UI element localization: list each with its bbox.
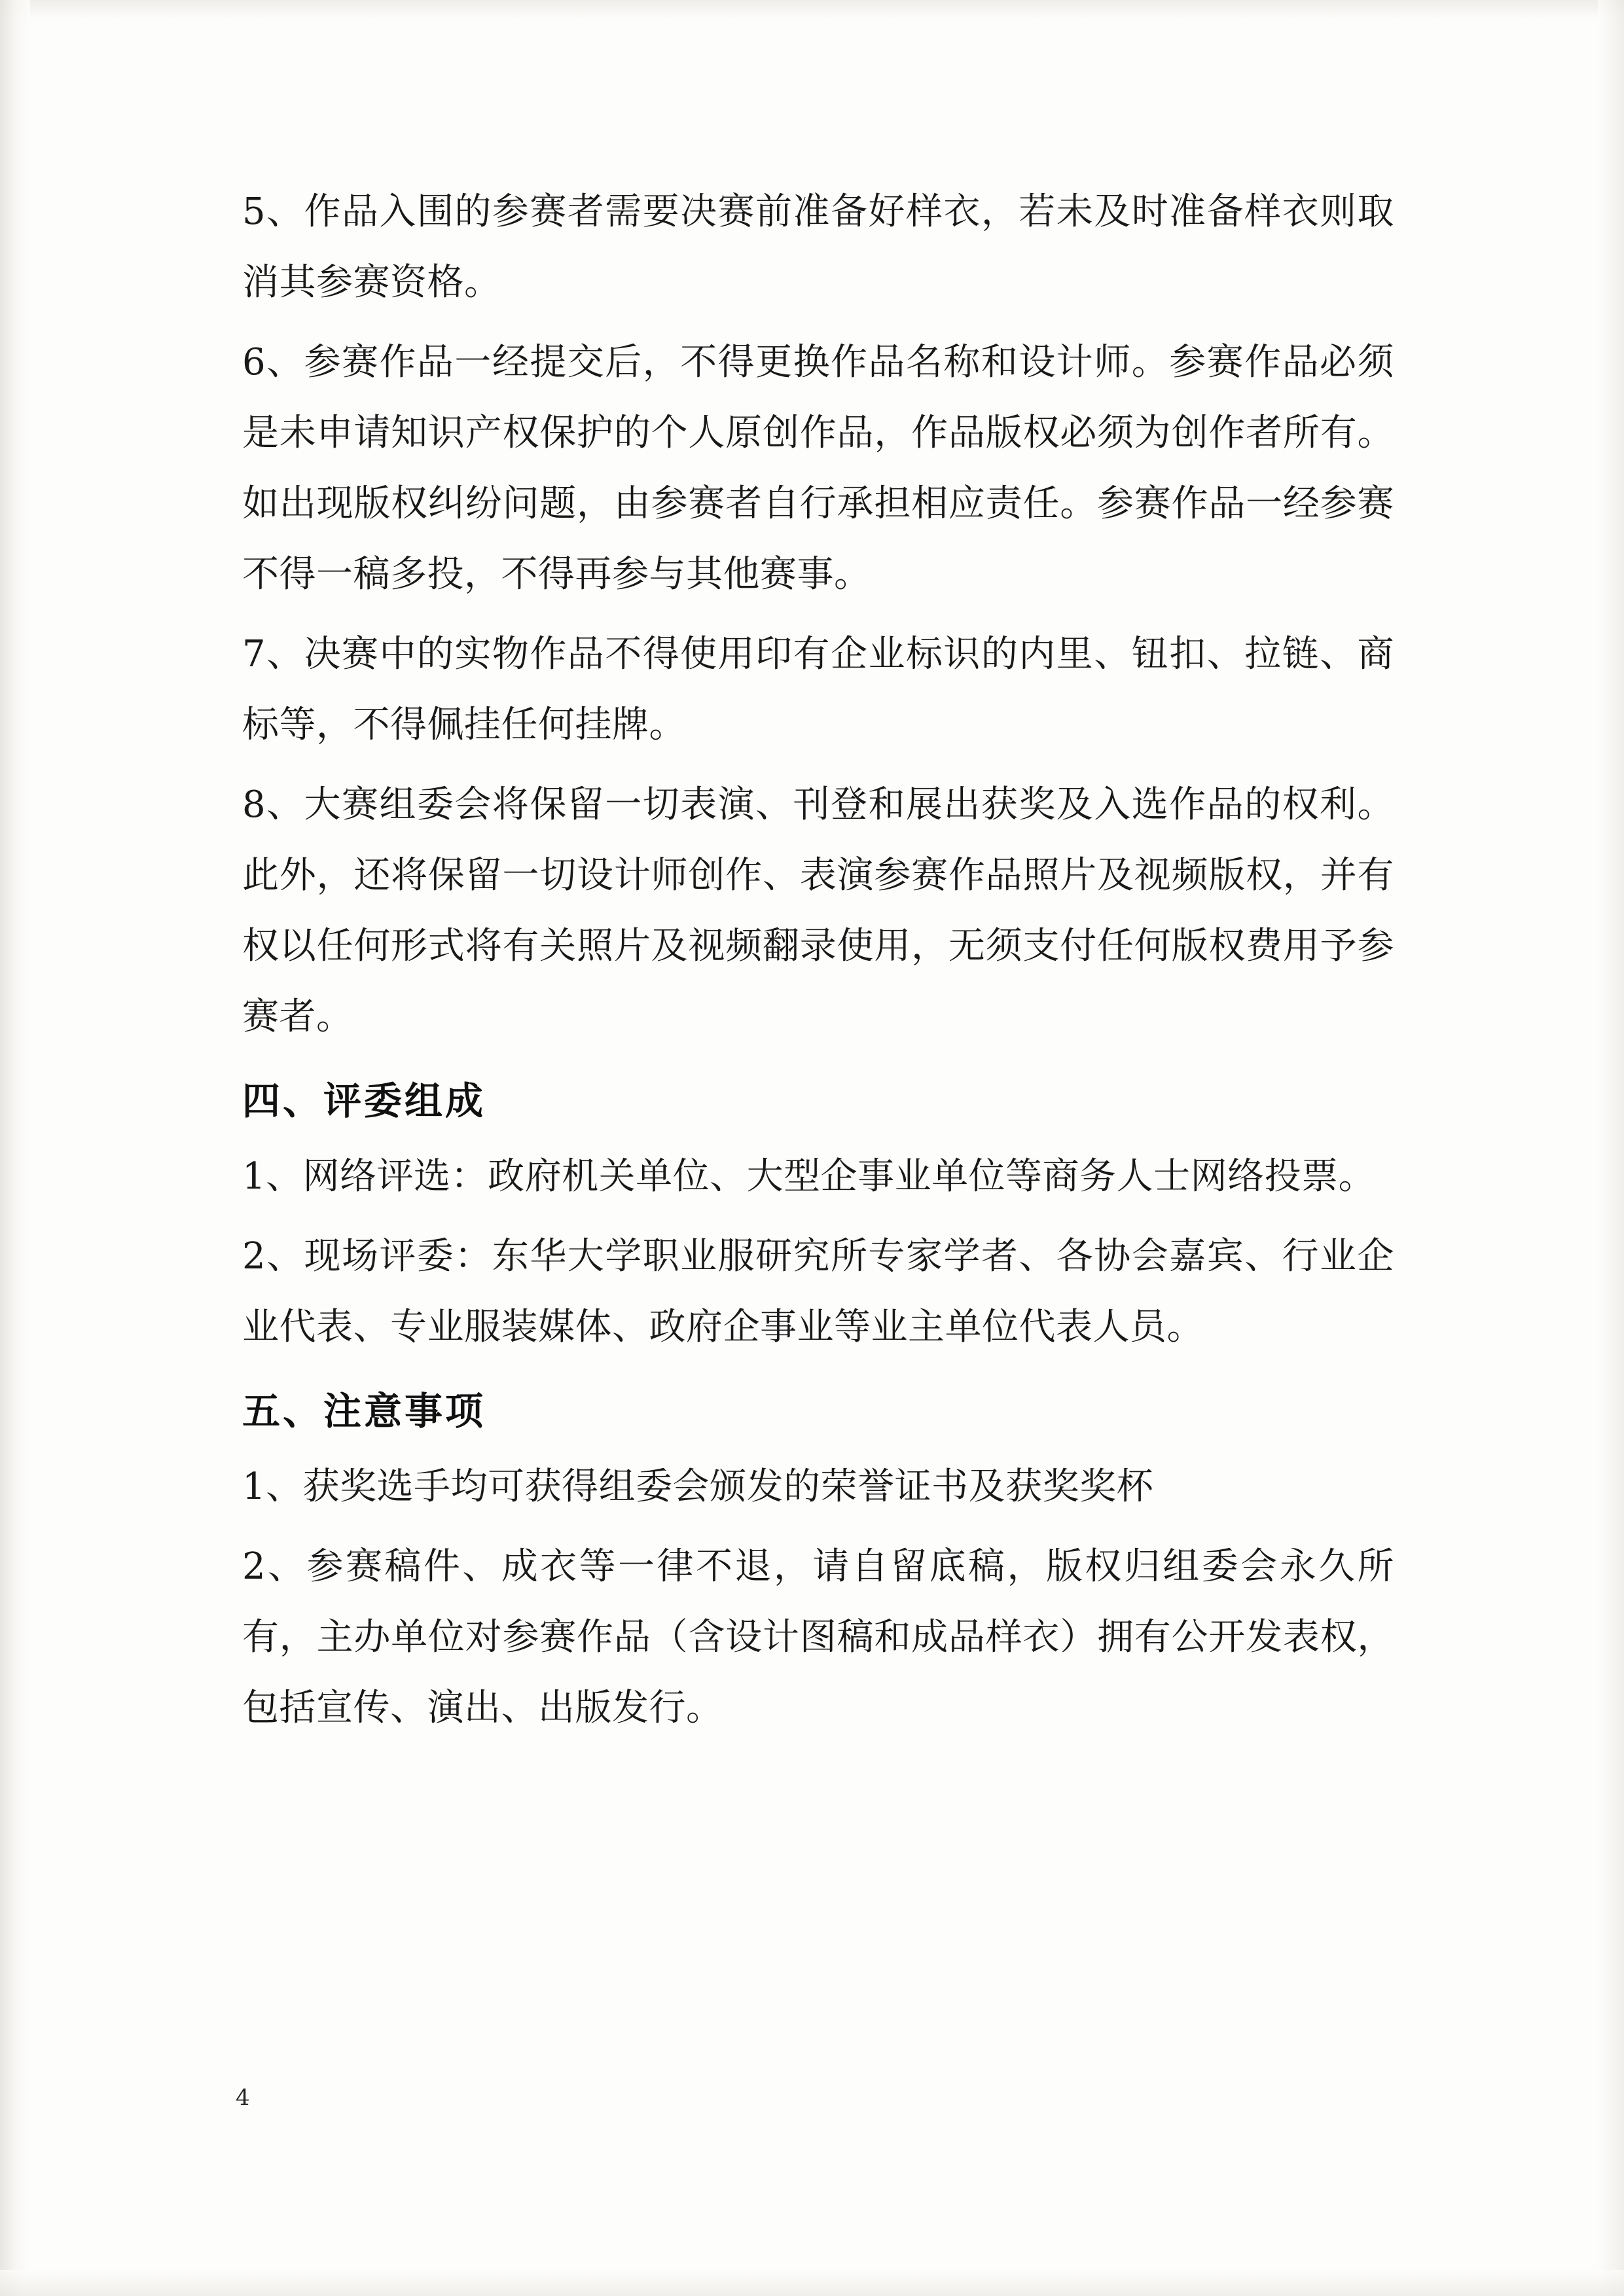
paragraph-rule-7: 7、决赛中的实物作品不得使用印有企业标识的内里、钮扣、拉链、商标等，不得佩挂任何挂牌。 (242, 633, 1394, 746)
scan-edge-right (1598, 0, 1624, 2296)
paragraph-note-1: 1、获奖选手均可获得组委会颁发的荣誉证书及获奖奖杯 (242, 1465, 1154, 1508)
scan-edge-top (0, 0, 1624, 20)
scan-edge-left (0, 0, 30, 2296)
scan-edge-bottom (0, 2270, 1624, 2296)
section-heading-five: 五、注意事项 (242, 1389, 486, 1433)
paragraph-note-2: 2、参赛稿件、成衣等一律不退，请自留底稿，版权归组委会永久所有，主办单位对参赛作品（含设计图稿和成品样衣）拥有公开发表权，包括宣传、演出、出版发行。 (242, 1545, 1394, 1729)
paragraph-judge-1: 1、网络评选：政府机关单位、大型企事业单位等商务人士网络投票。 (242, 1155, 1376, 1198)
document-body (242, 177, 1394, 1753)
paragraph-rule-6: 6、参赛作品一经提交后，不得更换作品名称和设计师。参赛作品必须是未申请知识产权保护的个人原创作品，作品版权必须为创作者所有。如出现版权纠纷问题，由参赛者自行承担相应责任。参赛作品一经参赛不得一稿多投，不得再参与其他赛事。 (242, 341, 1394, 596)
paragraph-judge-2: 2、现场评委：东华大学职业服研究所专家学者、各协会嘉宾、行业企业代表、专业服装媒体、政府企事业等业主单位代表人员。 (242, 1235, 1394, 1348)
paragraph-rule-8: 8、大赛组委会将保留一切表演、刊登和展出获奖及入选作品的权利。此外，还将保留一切设计师创作、表演参赛作品照片及视频版权，并有权以任何形式将有关照片及视频翻录使用，无须支付任何版权费用予参赛者。 (242, 783, 1394, 1038)
paragraph-rule-5: 5、作品入围的参赛者需要决赛前准备好样衣，若未及时准备样衣则取消其参赛资格。 (242, 190, 1394, 304)
page-number: 4 (236, 2085, 250, 2111)
section-heading-four: 四、评委组成 (242, 1079, 486, 1123)
